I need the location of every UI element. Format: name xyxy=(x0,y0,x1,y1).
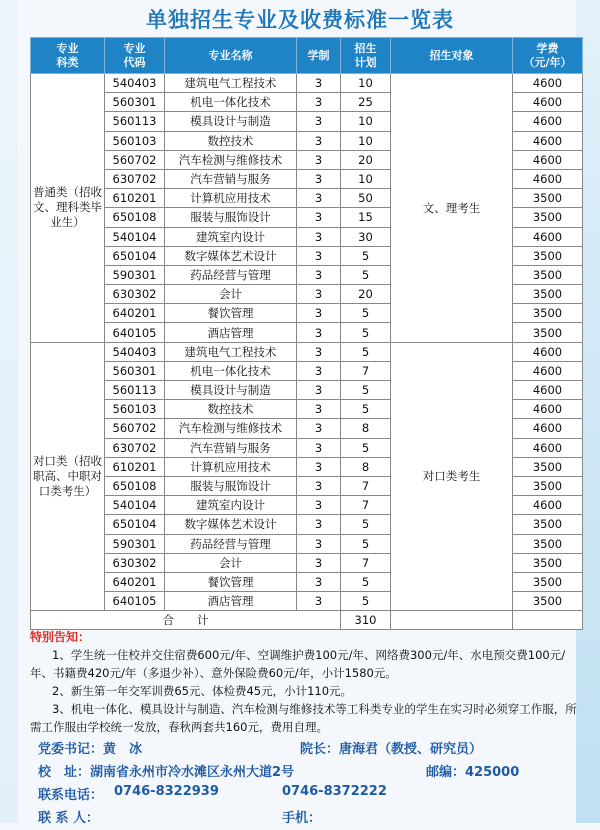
postcode: 邮编：425000 xyxy=(426,765,520,780)
header-target: 招生对象 xyxy=(391,38,513,74)
major-code-cell: 540104 xyxy=(105,227,165,246)
major-code-cell: 640105 xyxy=(105,323,165,342)
major-code-cell: 560702 xyxy=(105,150,165,169)
tuition-cell: 4600 xyxy=(513,361,583,380)
plan-cell: 8 xyxy=(341,419,391,438)
phone-label: 联系电话： xyxy=(38,788,104,803)
duration-cell: 3 xyxy=(297,572,341,591)
plan-cell: 20 xyxy=(341,150,391,169)
major-code-cell: 640201 xyxy=(105,572,165,591)
duration-cell: 3 xyxy=(297,419,341,438)
major-name-cell: 模具设计与制造 xyxy=(165,381,297,400)
major-name-cell: 计算机应用技术 xyxy=(165,189,297,208)
header-tuition: 学费 （元/年） xyxy=(513,38,583,74)
duration-cell: 3 xyxy=(297,169,341,188)
target-cell: 对口类考生 xyxy=(391,342,513,611)
major-code-cell: 640201 xyxy=(105,304,165,323)
plan-cell: 10 xyxy=(341,112,391,131)
major-code-cell: 610201 xyxy=(105,189,165,208)
major-code-cell: 560113 xyxy=(105,112,165,131)
duration-cell: 3 xyxy=(297,361,341,380)
major-code-cell: 560113 xyxy=(105,381,165,400)
tuition-cell: 3500 xyxy=(513,285,583,304)
category-cell: 对口类（招收职高、中职对口类考生） xyxy=(31,342,105,611)
major-name-cell: 建筑电气工程技术 xyxy=(165,74,297,93)
tuition-cell: 4600 xyxy=(513,93,583,112)
tuition-cell: 4600 xyxy=(513,438,583,457)
duration-cell: 3 xyxy=(297,150,341,169)
notice-title: 特别告知： xyxy=(30,630,91,644)
contact-footer xyxy=(38,738,583,830)
tuition-cell: 4600 xyxy=(513,381,583,400)
tuition-cell: 4600 xyxy=(513,131,583,150)
major-name-cell: 服装与服饰设计 xyxy=(165,208,297,227)
school-address: 校 址：湖南省永州市冷水滩区永州大道2号 xyxy=(38,765,295,780)
major-code-cell: 540403 xyxy=(105,74,165,93)
major-code-cell: 650104 xyxy=(105,246,165,265)
special-notice xyxy=(30,628,582,736)
plan-cell: 20 xyxy=(341,285,391,304)
duration-cell: 3 xyxy=(297,246,341,265)
header-plan: 招生 计划 xyxy=(341,38,391,74)
plan-cell: 10 xyxy=(341,131,391,150)
tuition-cell: 4600 xyxy=(513,74,583,93)
header-code: 专业 代码 xyxy=(105,38,165,74)
major-code-cell: 650108 xyxy=(105,476,165,495)
duration-cell: 3 xyxy=(297,476,341,495)
major-code-cell: 640105 xyxy=(105,592,165,611)
duration-cell: 3 xyxy=(297,131,341,150)
tuition-cell: 3500 xyxy=(513,457,583,476)
president: 院长：唐海君（教授、研究员） xyxy=(300,742,483,757)
total-value: 310 xyxy=(341,611,391,630)
party-secretary: 党委书记：黄 冰 xyxy=(38,742,143,757)
duration-cell: 3 xyxy=(297,93,341,112)
major-code-cell: 650108 xyxy=(105,208,165,227)
major-code-cell: 630302 xyxy=(105,285,165,304)
duration-cell: 3 xyxy=(297,342,341,361)
tuition-cell: 3500 xyxy=(513,515,583,534)
mobile-label: 手机： xyxy=(282,811,322,826)
plan-cell: 5 xyxy=(341,381,391,400)
tuition-cell: 3500 xyxy=(513,534,583,553)
plan-cell: 5 xyxy=(341,323,391,342)
plan-cell: 5 xyxy=(341,265,391,284)
tuition-cell: 4600 xyxy=(513,169,583,188)
major-code-cell: 590301 xyxy=(105,534,165,553)
duration-cell: 3 xyxy=(297,381,341,400)
duration-cell: 3 xyxy=(297,112,341,131)
major-name-cell: 汽车营销与服务 xyxy=(165,169,297,188)
duration-cell: 3 xyxy=(297,189,341,208)
plan-cell: 5 xyxy=(341,592,391,611)
plan-cell: 5 xyxy=(341,304,391,323)
major-code-cell: 610201 xyxy=(105,457,165,476)
major-name-cell: 建筑室内设计 xyxy=(165,227,297,246)
plan-cell: 25 xyxy=(341,93,391,112)
tuition-cell: 3500 xyxy=(513,572,583,591)
duration-cell: 3 xyxy=(297,265,341,284)
major-code-cell: 560301 xyxy=(105,361,165,380)
tuition-cell: 4600 xyxy=(513,342,583,361)
major-name-cell: 药品经营与管理 xyxy=(165,534,297,553)
duration-cell: 3 xyxy=(297,227,341,246)
major-name-cell: 计算机应用技术 xyxy=(165,457,297,476)
page-title: 单独招生专业及收费标准一览表 xyxy=(146,8,454,32)
major-name-cell: 模具设计与制造 xyxy=(165,112,297,131)
table-header-row xyxy=(31,38,583,74)
header-duration: 学制 xyxy=(297,38,341,74)
plan-cell: 5 xyxy=(341,534,391,553)
tuition-cell: 3500 xyxy=(513,189,583,208)
major-name-cell: 建筑室内设计 xyxy=(165,496,297,515)
tuition-cell: 4600 xyxy=(513,419,583,438)
major-code-cell: 630302 xyxy=(105,553,165,572)
duration-cell: 3 xyxy=(297,496,341,515)
major-code-cell: 560103 xyxy=(105,131,165,150)
duration-cell: 3 xyxy=(297,304,341,323)
phone-number-2: 0746-8372222 xyxy=(282,784,387,799)
plan-cell: 15 xyxy=(341,208,391,227)
duration-cell: 3 xyxy=(297,553,341,572)
plan-cell: 5 xyxy=(341,438,391,457)
notice-item: 3、机电一体化、模具设计与制造、汽车检测与维修技术等工科类专业的学生在实习时必须穿工作服，所需工作服由学校统一发放，春秋两套共160元，费用自理。 xyxy=(30,702,577,734)
major-name-cell: 数控技术 xyxy=(165,400,297,419)
tuition-cell: 3500 xyxy=(513,304,583,323)
tuition-cell: 4600 xyxy=(513,150,583,169)
fee-table xyxy=(30,37,583,630)
tuition-cell: 4600 xyxy=(513,112,583,131)
major-name-cell: 会计 xyxy=(165,553,297,572)
duration-cell: 3 xyxy=(297,74,341,93)
major-name-cell: 数字媒体艺术设计 xyxy=(165,515,297,534)
major-code-cell: 560301 xyxy=(105,93,165,112)
category-cell: 普通类（招收文、理科类毕业生） xyxy=(31,74,105,343)
duration-cell: 3 xyxy=(297,592,341,611)
tuition-cell: 3500 xyxy=(513,592,583,611)
plan-cell: 30 xyxy=(341,227,391,246)
plan-cell: 5 xyxy=(341,342,391,361)
major-name-cell: 机电一体化技术 xyxy=(165,93,297,112)
duration-cell: 3 xyxy=(297,515,341,534)
duration-cell: 3 xyxy=(297,534,341,553)
background-stripe-left xyxy=(0,0,18,823)
total-label: 合 计 xyxy=(31,611,341,630)
major-name-cell: 酒店管理 xyxy=(165,323,297,342)
major-code-cell: 650104 xyxy=(105,515,165,534)
major-name-cell: 服装与服饰设计 xyxy=(165,476,297,495)
contact-person-label: 联 系 人： xyxy=(38,811,100,826)
major-code-cell: 540104 xyxy=(105,496,165,515)
tuition-cell: 3500 xyxy=(513,323,583,342)
tuition-cell: 4600 xyxy=(513,227,583,246)
notice-item: 1、学生统一住校并交住宿费600元/年、空调维护费100元/年、网络费300元/年、水电预交费100元/年、书籍费420元/年（多退少补）、意外保险费60元/年，小计1580元。 xyxy=(30,648,566,680)
plan-cell: 7 xyxy=(341,361,391,380)
major-code-cell: 540403 xyxy=(105,342,165,361)
plan-cell: 10 xyxy=(341,74,391,93)
tuition-cell: 3500 xyxy=(513,265,583,284)
major-name-cell: 汽车检测与维修技术 xyxy=(165,419,297,438)
major-code-cell: 590301 xyxy=(105,265,165,284)
plan-cell: 7 xyxy=(341,476,391,495)
major-code-cell: 560103 xyxy=(105,400,165,419)
major-name-cell: 汽车营销与服务 xyxy=(165,438,297,457)
major-code-cell: 630702 xyxy=(105,438,165,457)
duration-cell: 3 xyxy=(297,457,341,476)
plan-cell: 5 xyxy=(341,246,391,265)
tuition-cell: 4600 xyxy=(513,496,583,515)
tuition-cell: 3500 xyxy=(513,476,583,495)
major-name-cell: 数控技术 xyxy=(165,131,297,150)
header-category: 专业 科类 xyxy=(31,38,105,74)
header-major-name: 专业名称 xyxy=(165,38,297,74)
target-cell: 文、理考生 xyxy=(391,74,513,343)
tuition-cell: 3500 xyxy=(513,246,583,265)
major-name-cell: 药品经营与管理 xyxy=(165,265,297,284)
tuition-cell: 3500 xyxy=(513,208,583,227)
major-name-cell: 数字媒体艺术设计 xyxy=(165,246,297,265)
plan-cell: 5 xyxy=(341,515,391,534)
major-name-cell: 餐饮管理 xyxy=(165,304,297,323)
major-name-cell: 酒店管理 xyxy=(165,592,297,611)
major-name-cell: 汽车检测与维修技术 xyxy=(165,150,297,169)
plan-cell: 7 xyxy=(341,496,391,515)
tuition-cell: 4600 xyxy=(513,400,583,419)
duration-cell: 3 xyxy=(297,323,341,342)
tuition-cell: 3500 xyxy=(513,553,583,572)
table-row xyxy=(31,342,583,361)
major-code-cell: 560702 xyxy=(105,419,165,438)
major-name-cell: 机电一体化技术 xyxy=(165,361,297,380)
plan-cell: 8 xyxy=(341,457,391,476)
phone-number-1: 0746-8322939 xyxy=(114,784,219,799)
major-code-cell: 630702 xyxy=(105,169,165,188)
duration-cell: 3 xyxy=(297,438,341,457)
plan-cell: 5 xyxy=(341,572,391,591)
plan-cell: 50 xyxy=(341,189,391,208)
major-name-cell: 建筑电气工程技术 xyxy=(165,342,297,361)
major-name-cell: 餐饮管理 xyxy=(165,572,297,591)
plan-cell: 10 xyxy=(341,169,391,188)
major-name-cell: 会计 xyxy=(165,285,297,304)
notice-item: 2、新生第一年交军训费65元、体检费45元，小计110元。 xyxy=(52,684,353,698)
plan-cell: 5 xyxy=(341,400,391,419)
plan-cell: 7 xyxy=(341,553,391,572)
duration-cell: 3 xyxy=(297,400,341,419)
duration-cell: 3 xyxy=(297,285,341,304)
duration-cell: 3 xyxy=(297,208,341,227)
table-row xyxy=(31,74,583,93)
